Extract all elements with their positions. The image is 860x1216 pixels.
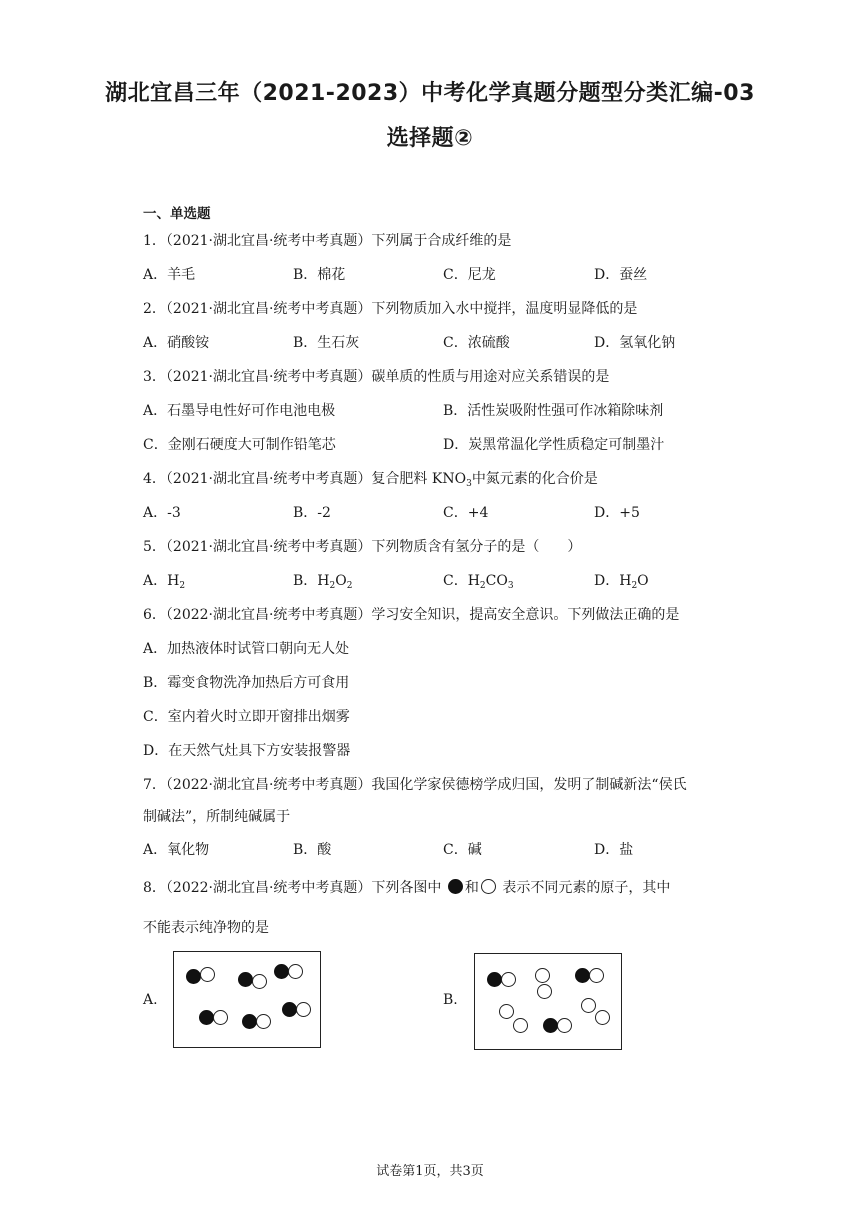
q2-option-d[interactable]: D．氢氧化钠 [594,335,676,351]
white-atom-icon [481,879,496,894]
page-footer: 试卷第1页，共3页 [376,1164,484,1179]
white-atom-icon [256,1014,271,1029]
white-atom-icon [296,1002,311,1017]
question-4-stem: 4．（2021·湖北宜昌·统考中考真题）复合肥料 $KNO_3$中氮元素的化合价是 [143,471,598,489]
q7-option-c[interactable]: C．碱 [443,842,482,858]
q4-option-c[interactable]: C．+4 [443,505,489,521]
q7-option-b[interactable]: B．酸 [293,842,332,858]
q3-option-d[interactable]: D．炭黑常温化学性质稳定可制墨汁 [443,437,665,453]
black-atom-icon [543,1018,558,1033]
question-8-stem-line1: 8．（2022·湖北宜昌·统考中考真题）下列各图中 和 表示不同元素的原子，其中 [143,880,671,896]
q8-option-b-diagram[interactable] [474,953,622,1050]
q5-option-d[interactable]: D．$H_2O$ [594,573,649,591]
white-atom-icon [557,1018,572,1033]
question-7-stem-line1: 7．（2022·湖北宜昌·统考中考真题）我国化学家侯德榜学成归国，发明了制碱新法“侯氏 [143,777,687,793]
q3-option-a[interactable]: A．石墨导电性好可作电池电极 [143,403,336,419]
white-atom-icon [252,974,267,989]
white-atom-icon [535,968,550,983]
q2-option-b[interactable]: B．生石灰 [293,335,360,351]
q4-option-b[interactable]: B．-2 [293,505,331,521]
white-atom-icon [501,972,516,987]
question-3-stem: 3．（2021·湖北宜昌·统考中考真题）碳单质的性质与用途对应关系错误的是 [143,369,610,385]
black-atom-icon [186,969,201,984]
question-1-stem: 1．（2021·湖北宜昌·统考中考真题）下列属于合成纤维的是 [143,233,512,249]
q1-option-b[interactable]: B．棉花 [293,267,346,283]
black-atom-icon [575,968,590,983]
black-atom-icon [238,972,253,987]
q8-option-a-label[interactable]: A. [143,992,158,1008]
q6-option-a[interactable]: A．加热液体时试管口朝向无人处 [143,641,350,657]
document-title-line1: 湖北宜昌三年（2021-2023）中考化学真题分题型分类汇编-03 [105,81,755,106]
question-6-stem: 6．（2022·湖北宜昌·统考中考真题）学习安全知识，提高安全意识。下列做法正确的是 [143,607,680,623]
q1-option-c[interactable]: C．尼龙 [443,267,496,283]
white-atom-icon [213,1010,228,1025]
black-atom-icon [242,1014,257,1029]
black-atom-icon [199,1010,214,1025]
white-atom-icon [537,984,552,999]
white-atom-icon [513,1018,528,1033]
q8-option-b-label[interactable]: B. [443,992,458,1008]
q5-option-c[interactable]: C．$H_2CO_3$ [443,573,514,591]
white-atom-icon [581,998,596,1013]
black-atom-icon [282,1002,297,1017]
q4-option-d[interactable]: D．+5 [594,505,640,521]
white-atom-icon [499,1004,514,1019]
q5-option-a[interactable]: A．$H_2$ [143,573,186,591]
q3-option-c[interactable]: C．金刚石硬度大可制作铅笔芯 [143,437,336,453]
question-7-stem-line2: 制碱法”，所制纯碱属于 [143,809,291,825]
black-atom-icon [274,964,289,979]
white-atom-icon [589,968,604,983]
question-5-stem: 5．（2021·湖北宜昌·统考中考真题）下列物质含有氢分子的是（ ） [143,539,582,555]
black-atom-icon [448,879,463,894]
black-atom-icon [487,972,502,987]
q1-option-d[interactable]: D．蚕丝 [594,267,648,283]
question-2-stem: 2．（2021·湖北宜昌·统考中考真题）下列物质加入水中搅拌，温度明显降低的是 [143,301,638,317]
q6-option-d[interactable]: D．在天然气灶具下方安装报警器 [143,743,351,759]
q4-option-a[interactable]: A．-3 [143,505,181,521]
white-atom-icon [288,964,303,979]
white-atom-icon [595,1010,610,1025]
q6-option-c[interactable]: C．室内着火时立即开窗排出烟雾 [143,709,350,725]
white-atom-icon [200,967,215,982]
q3-option-b[interactable]: B．活性炭吸附性强可作冰箱除味剂 [443,403,664,419]
section-heading: 一、单选题 [143,206,211,222]
document-title-line2: 选择题② [386,126,474,151]
q8-option-a-diagram[interactable] [173,951,321,1048]
q6-option-b[interactable]: B．霉变食物洗净加热后方可食用 [143,675,350,691]
question-8-stem-line2: 不能表示纯净物的是 [143,920,269,936]
q5-option-b[interactable]: B．$H_2O_2$ [293,573,353,591]
q1-option-a[interactable]: A．羊毛 [143,267,196,283]
q2-option-a[interactable]: A．硝酸铵 [143,335,210,351]
q7-option-d[interactable]: D．盐 [594,842,634,858]
q2-option-c[interactable]: C．浓硫酸 [443,335,510,351]
q7-option-a[interactable]: A．氧化物 [143,842,210,858]
